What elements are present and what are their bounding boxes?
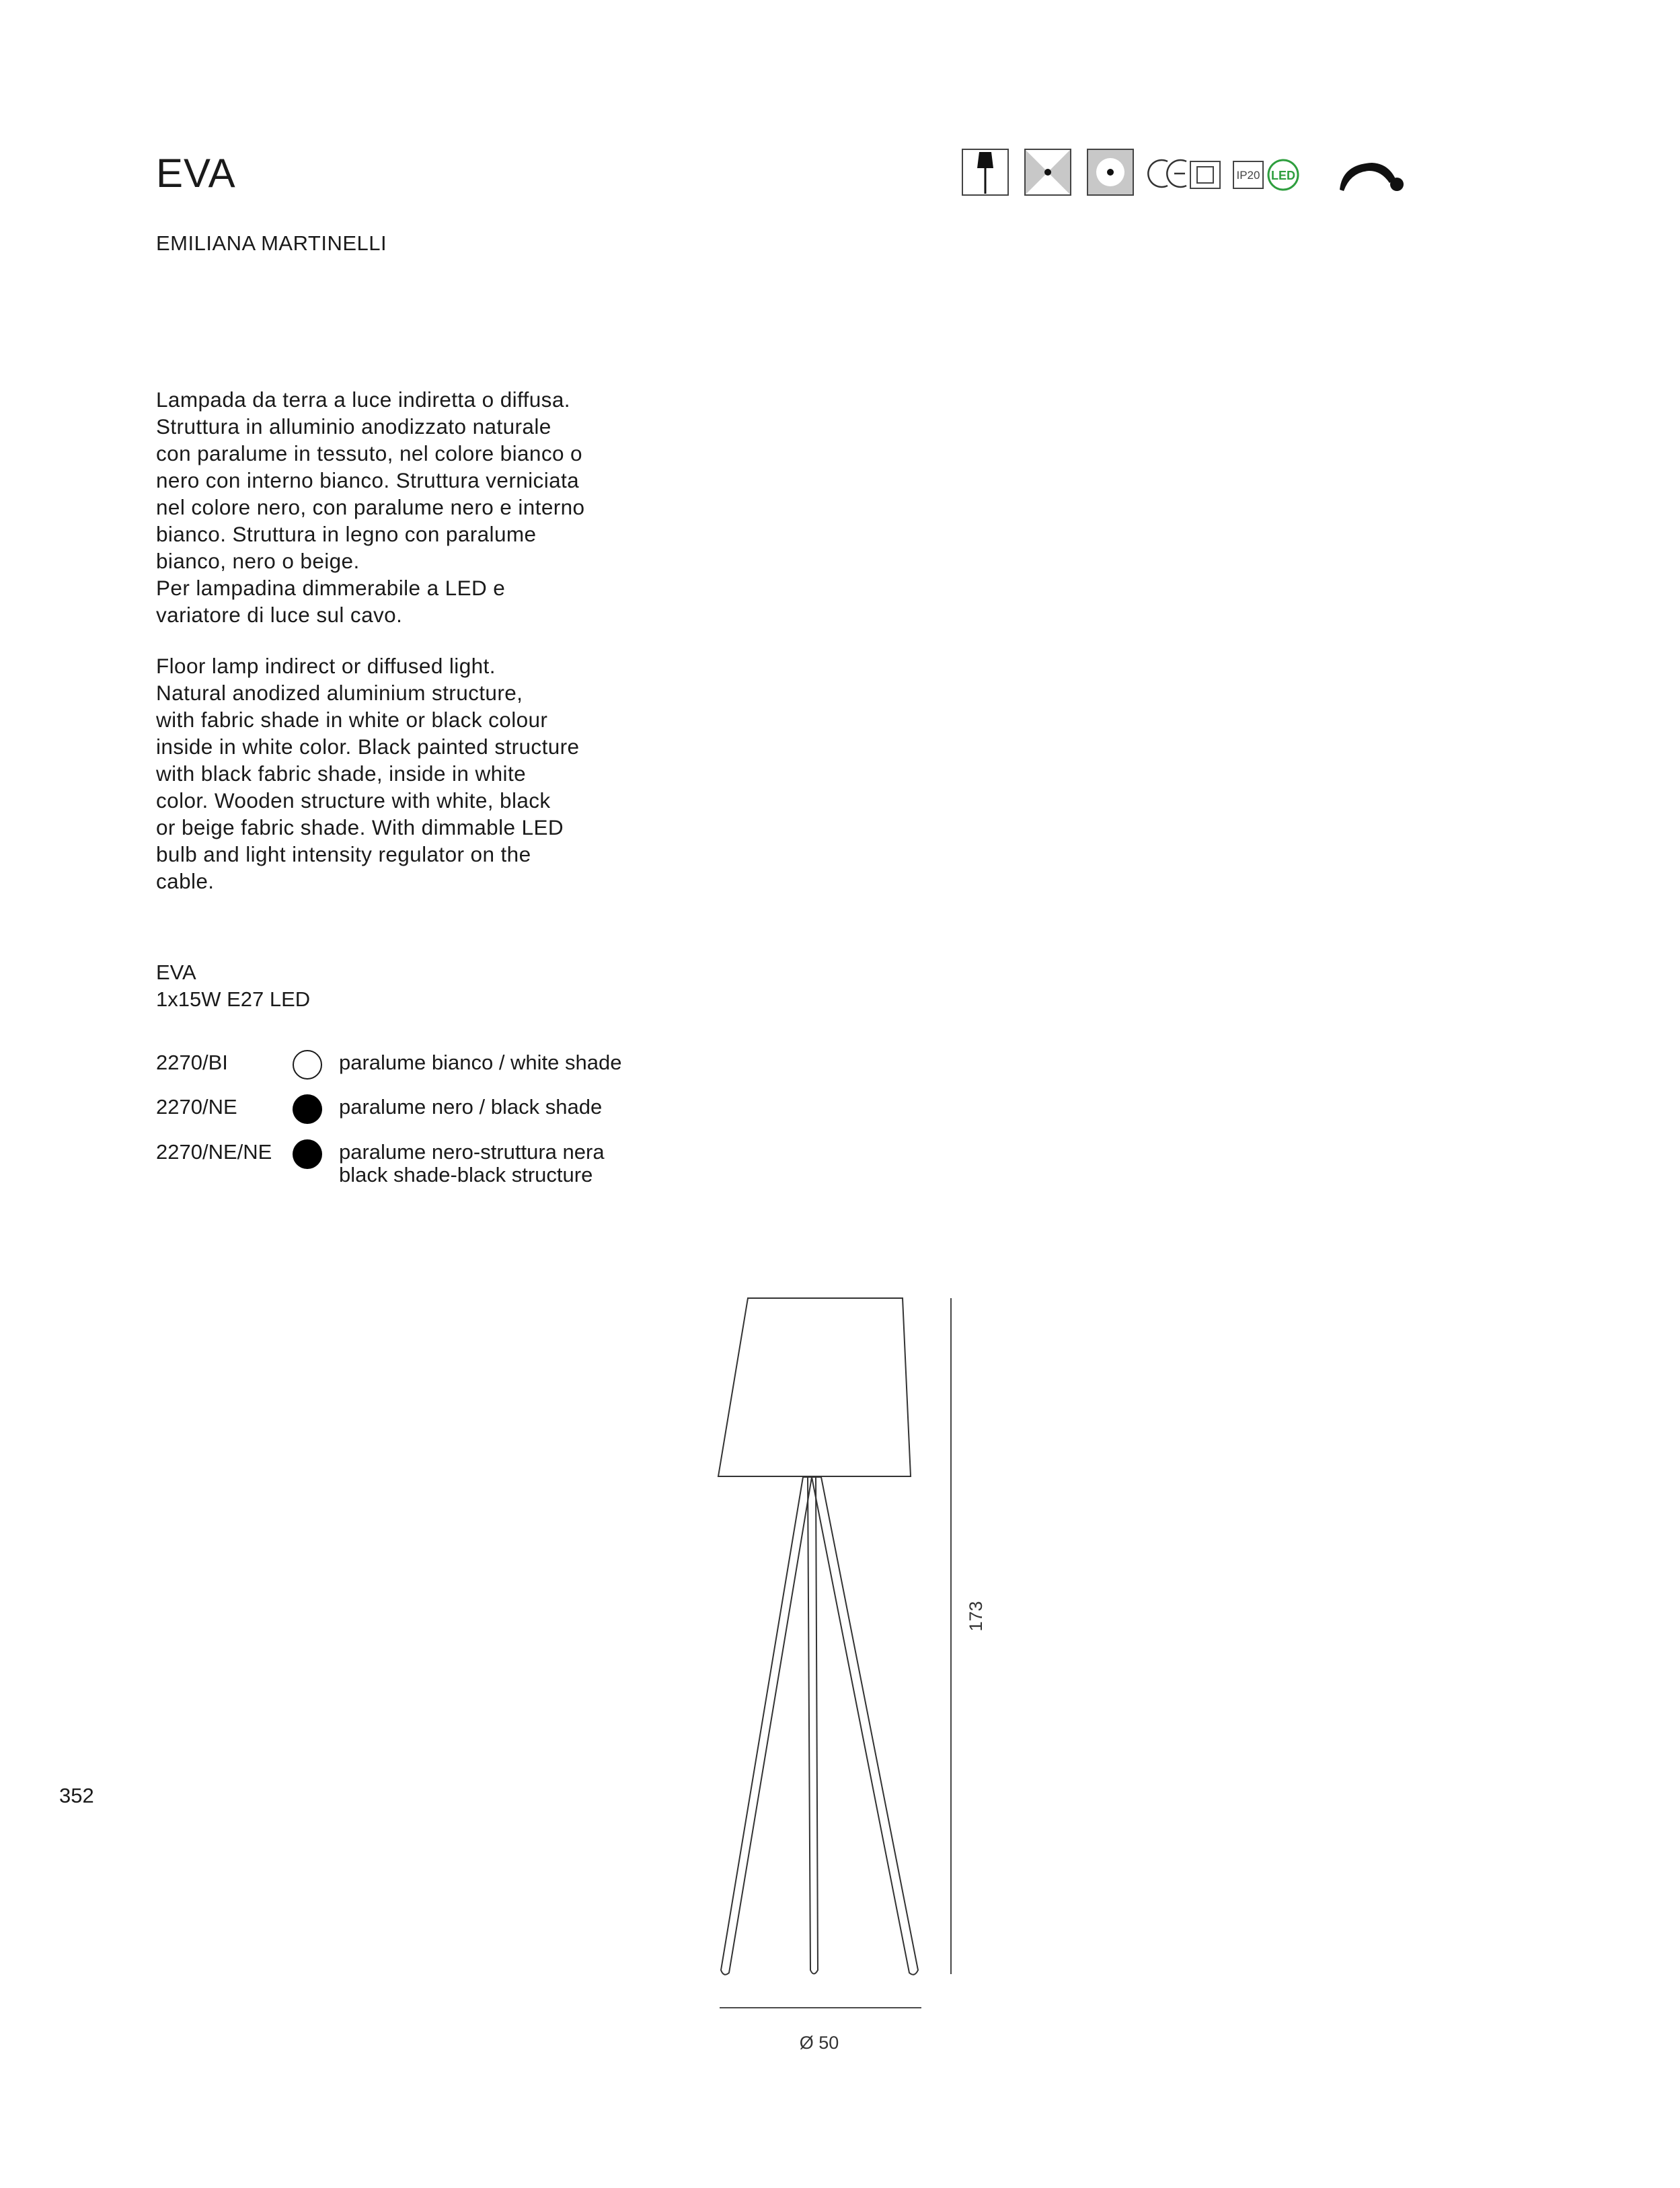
variant-description: [339, 1141, 605, 1186]
page-number: 352: [59, 1784, 94, 1807]
variant-description-line-2: black shade-black structure: [339, 1163, 593, 1186]
feature-icons: [962, 144, 1433, 204]
ip-rating-icon: [1233, 161, 1263, 188]
variant-description-line-1: paralume nero-struttura nera: [339, 1140, 605, 1164]
diffused-light-icon: [1087, 149, 1133, 195]
ce-mark-icon: [1148, 160, 1186, 187]
variant-description: paralume nero / black shade: [339, 1095, 603, 1119]
product-title: EVA: [156, 151, 236, 196]
indirect-light-icon: [1025, 149, 1071, 195]
variant-description: paralume bianco / white shade: [339, 1051, 622, 1074]
model-spec: 1x15W E27 LED: [156, 987, 311, 1011]
variant-code: 2270/NE: [156, 1095, 237, 1119]
technical-drawing: [699, 1285, 1036, 2058]
description-english: Floor lamp indirect or diffused light. Natural anodized aluminium structure, with fabric shade in white or black colour inside in white color. Black painted structure with black fabric shade, inside in white color. Wooden structure with white, black or beige fabric shade. With dimmable LED bulb and light intensity regulator on the cable.: [156, 654, 580, 893]
tripod-legs: [721, 1477, 918, 1975]
variant-code: 2270/NE/NE: [156, 1140, 272, 1164]
svg-text:LED: LED: [1271, 169, 1295, 182]
class-ii-icon: [1190, 161, 1220, 188]
diameter-label: Ø 50: [799, 2033, 839, 2053]
variant-code: 2270/BI: [156, 1051, 228, 1074]
dimmer-icon: [1340, 163, 1404, 191]
description-italian: Lampada da terra a luce indiretta o diffusa. Struttura in alluminio anodizzato naturale con paralume in tessuto, nel colore bianco o nero con interno bianco. Struttura verniciata nel colore nero, con paralume nero e interno bianco. Struttura in legno con paralume bianco, nero o beige. Per lampadina dimmerabile a LED e variatore di luce sul cavo.: [156, 387, 585, 627]
lampshade: [718, 1298, 911, 1476]
white-swatch-icon: [293, 1050, 322, 1080]
svg-text:IP20: IP20: [1236, 169, 1260, 182]
led-icon: [1268, 160, 1298, 190]
designer-name: EMILIANA MARTINELLI: [156, 231, 387, 255]
black-swatch-icon: [293, 1094, 322, 1124]
floor-lamp-icon: [962, 149, 1008, 195]
model-name: EVA: [156, 960, 196, 984]
height-label: 173: [966, 1601, 986, 1632]
black-swatch-icon: [293, 1139, 322, 1169]
